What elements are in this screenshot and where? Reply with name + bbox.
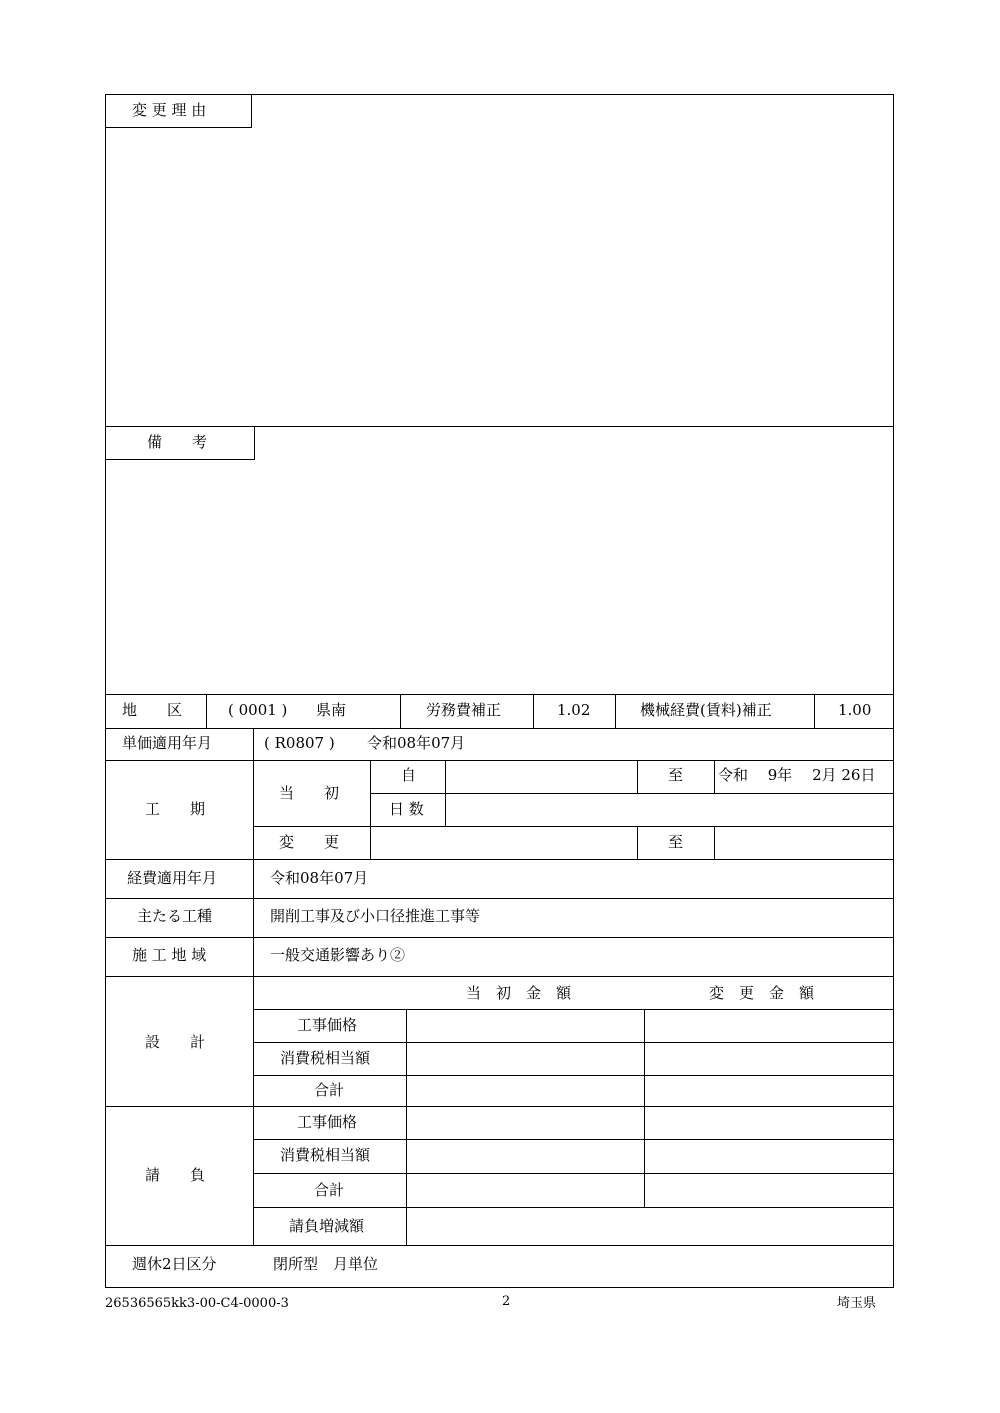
main-work-type-value: 開削工事及び小口径推進工事等 (270, 907, 481, 925)
district-code: ( 0001 ) (228, 701, 288, 719)
work-area-label: 施 工 地 域 (132, 946, 207, 964)
period-initial-label: 当 初 (279, 784, 340, 802)
divider (253, 826, 894, 827)
labor-correction-value: 1.02 (557, 701, 591, 719)
design-label: 設 計 (145, 1033, 206, 1051)
design-tax-label: 消費税相当額 (280, 1049, 371, 1067)
footer-doc-id: 26536565kk3-00-C4-0000-3 (105, 1296, 289, 1311)
unit-price-month-code: ( R0807 ) (264, 734, 335, 752)
period-to-label: 至 (668, 766, 684, 784)
expense-month-label: 経費適用年月 (127, 869, 218, 887)
divider (445, 760, 446, 826)
divider (105, 859, 894, 860)
period-days-label: 日 数 (389, 800, 424, 818)
divider (253, 1173, 894, 1174)
divider (814, 694, 815, 728)
divider (105, 694, 894, 695)
footer-page-number: 2 (502, 1294, 511, 1309)
expense-month-value: 令和08年07月 (270, 869, 369, 887)
divider (253, 1207, 894, 1208)
divider (406, 1009, 407, 1245)
machine-correction-value: 1.00 (838, 701, 872, 719)
work-area-value: 一般交通影響あり② (270, 946, 406, 964)
divider (533, 694, 534, 728)
district-name: 県南 (316, 701, 347, 719)
divider (105, 976, 894, 977)
design-construction-price-label: 工事価格 (297, 1016, 358, 1034)
divider (637, 826, 638, 859)
contract-diff-label: 請負増減額 (289, 1217, 365, 1235)
divider (105, 1106, 894, 1107)
divider (637, 760, 638, 793)
unit-price-month-value: 令和08年07月 (367, 734, 466, 752)
divider (644, 1009, 645, 1207)
divider (253, 1139, 894, 1140)
period-change-to-label: 至 (668, 833, 684, 851)
period-change-label: 変 更 (279, 833, 340, 851)
contract-label: 請 負 (145, 1166, 206, 1184)
divider (714, 826, 715, 859)
divider (206, 694, 207, 728)
contract-total-label: 合計 (314, 1181, 345, 1199)
divider (253, 1042, 894, 1043)
weekly-holiday-value: 閉所型 月単位 (273, 1255, 379, 1273)
initial-amount-header: 当 初 金 額 (466, 984, 572, 1002)
footer-organization: 埼玉県 (837, 1296, 877, 1311)
unit-price-month-label: 単価適用年月 (122, 734, 213, 752)
divider (253, 1009, 894, 1010)
divider (400, 694, 401, 728)
divider (105, 937, 894, 938)
machine-correction-label: 機械経費(賃料)補正 (640, 701, 772, 719)
remarks-area[interactable] (110, 467, 890, 689)
district-label: 地 区 (122, 701, 183, 719)
divider (370, 793, 894, 794)
divider (615, 694, 616, 728)
divider (253, 1075, 894, 1076)
period-to-value: 令和 9年 2月 26日 (718, 766, 876, 784)
divider (105, 898, 894, 899)
weekly-holiday-label: 週休2日区分 (132, 1255, 217, 1273)
labor-correction-label: 労務費補正 (426, 701, 502, 719)
divider (714, 760, 715, 793)
construction-period-label: 工 期 (145, 800, 206, 818)
contract-construction-price-label: 工事価格 (297, 1113, 358, 1131)
changed-amount-header: 変 更 金 額 (709, 984, 815, 1002)
remarks-label: 備 考 (147, 433, 208, 451)
divider (253, 728, 254, 976)
main-work-type-label: 主たる工種 (137, 907, 213, 925)
change-reason-area[interactable] (110, 135, 890, 420)
divider (370, 760, 371, 859)
design-total-label: 合計 (314, 1081, 345, 1099)
period-from-label: 自 (401, 766, 417, 784)
divider (253, 976, 254, 1246)
divider (105, 1245, 894, 1246)
divider (105, 760, 894, 761)
divider (105, 728, 894, 729)
change-reason-label: 変 更 理 由 (132, 101, 207, 119)
contract-tax-label: 消費税相当額 (280, 1146, 371, 1164)
